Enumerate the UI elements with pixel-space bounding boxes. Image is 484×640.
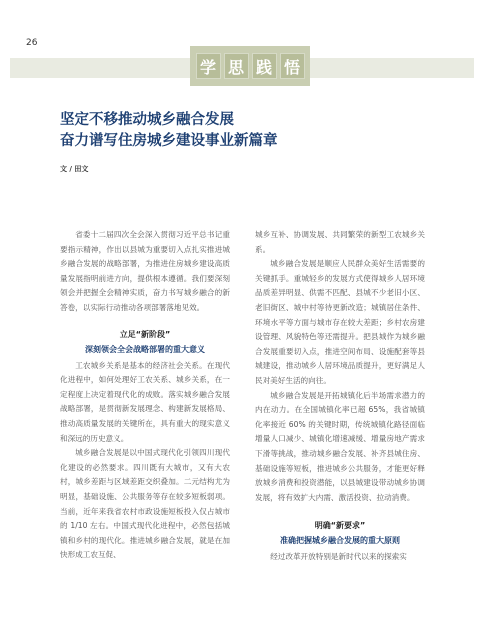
paragraph: 城乡融合发展是顺应人民群众美好生活需要的关键抓手。重城轻乡的发展方式使得城乡人居环境品质差异明显、供需不匹配、县城不少老旧小区、老旧街区、城中村等待更新改造；城镇居住条件、环境水平等方面与城市存在较大差距；乡村农房建设管理、风貌特色等还需提升。把县城作为城乡融合发展重要切入点，推进空间布局、设施配套等县城建设，推动城乡人居环境品质提升，更好满足人民对美好生活的向往。	[255, 259, 425, 385]
paragraph: 城乡融合发展是开拓城镇化后半场需求潜力的内在动力。在全国城镇化率已超 65%，我省城镇化率接近 60% 的关键时期，传统城镇化路径面临增量人口减少、城镇化增速减缓、增量房地产需求下滑等挑战，推动城乡融合发展、补齐县城住房、基础设施等短板，推进城乡公共服务，才能更好释放城乡消费和投资潜能，以县城建设带动城乡协调发展，将有效扩大内需、激活投资、拉动消费。	[255, 390, 425, 502]
paragraph: 省委十二届四次全会深入贯彻习近平总书记重要指示精神，作出以县城为重要切入点扎实推进城乡融合发展的战略部署，为推进住房城乡建设高质量发展指明前进方向，提供根本遵循。我们要深刻领会并把握全会精神实质，奋力书写城乡融合的新答卷，以实际行动推动各项部署落地见效。	[60, 230, 230, 312]
header-char: 践	[252, 53, 277, 79]
section-subtitle: 准确把握城乡融合发展的重大原则	[280, 536, 400, 546]
page-number: 26	[26, 38, 38, 48]
title-line-1: 坚定不移推动城乡融合发展	[60, 112, 234, 128]
column-header	[190, 46, 310, 86]
section-title: 立足“新阶段”	[119, 329, 171, 339]
paragraph: 工农城乡关系是基本的经济社会关系。在现代化进程中，如何处理好工农关系、城乡关系，在一定程度上决定着现代化的成败。落实城乡融合发展战略部署，是贯彻新发展理念、构建新发展格局、推动高质量发展的关键所在，具有重大的现实意义和深远的历史意义。	[60, 360, 230, 443]
header-char: 思	[224, 53, 249, 79]
section-title: 明确“新要求”	[314, 521, 366, 531]
article-title	[60, 110, 420, 152]
right-column	[255, 228, 425, 565]
section-subtitle: 深刻领会全会战略部署的重大意义	[85, 344, 205, 354]
left-column	[60, 228, 230, 563]
paragraph: 城乡互补、协调发展、共同繁荣的新型工农城乡关系。	[255, 230, 425, 254]
paragraph: 经过改革开放特别是新时代以来的探索实	[270, 552, 407, 562]
paragraph: 城乡融合发展是以中国式现代化引领四川现代化建设的必然要求。四川既有大城市，又有大农村，城乡差距与区域差距交织叠加。二元结构尤为明显，基础设施、公共服务等存在较多短板弱项。当前，近年来我省农村市政设施短板投入仅占城市的 1/10 左右。中国式现代化进程中，必然包括城镇和乡村的现代化。推进城乡融合发展，就是在加快形成工农互促、	[60, 448, 230, 560]
title-line-2: 奋力谱写住房城乡建设事业新篇章	[60, 133, 278, 149]
header-char: 学	[196, 53, 221, 79]
header-char: 悟	[280, 53, 305, 79]
byline: 文 / 田文	[60, 165, 89, 173]
